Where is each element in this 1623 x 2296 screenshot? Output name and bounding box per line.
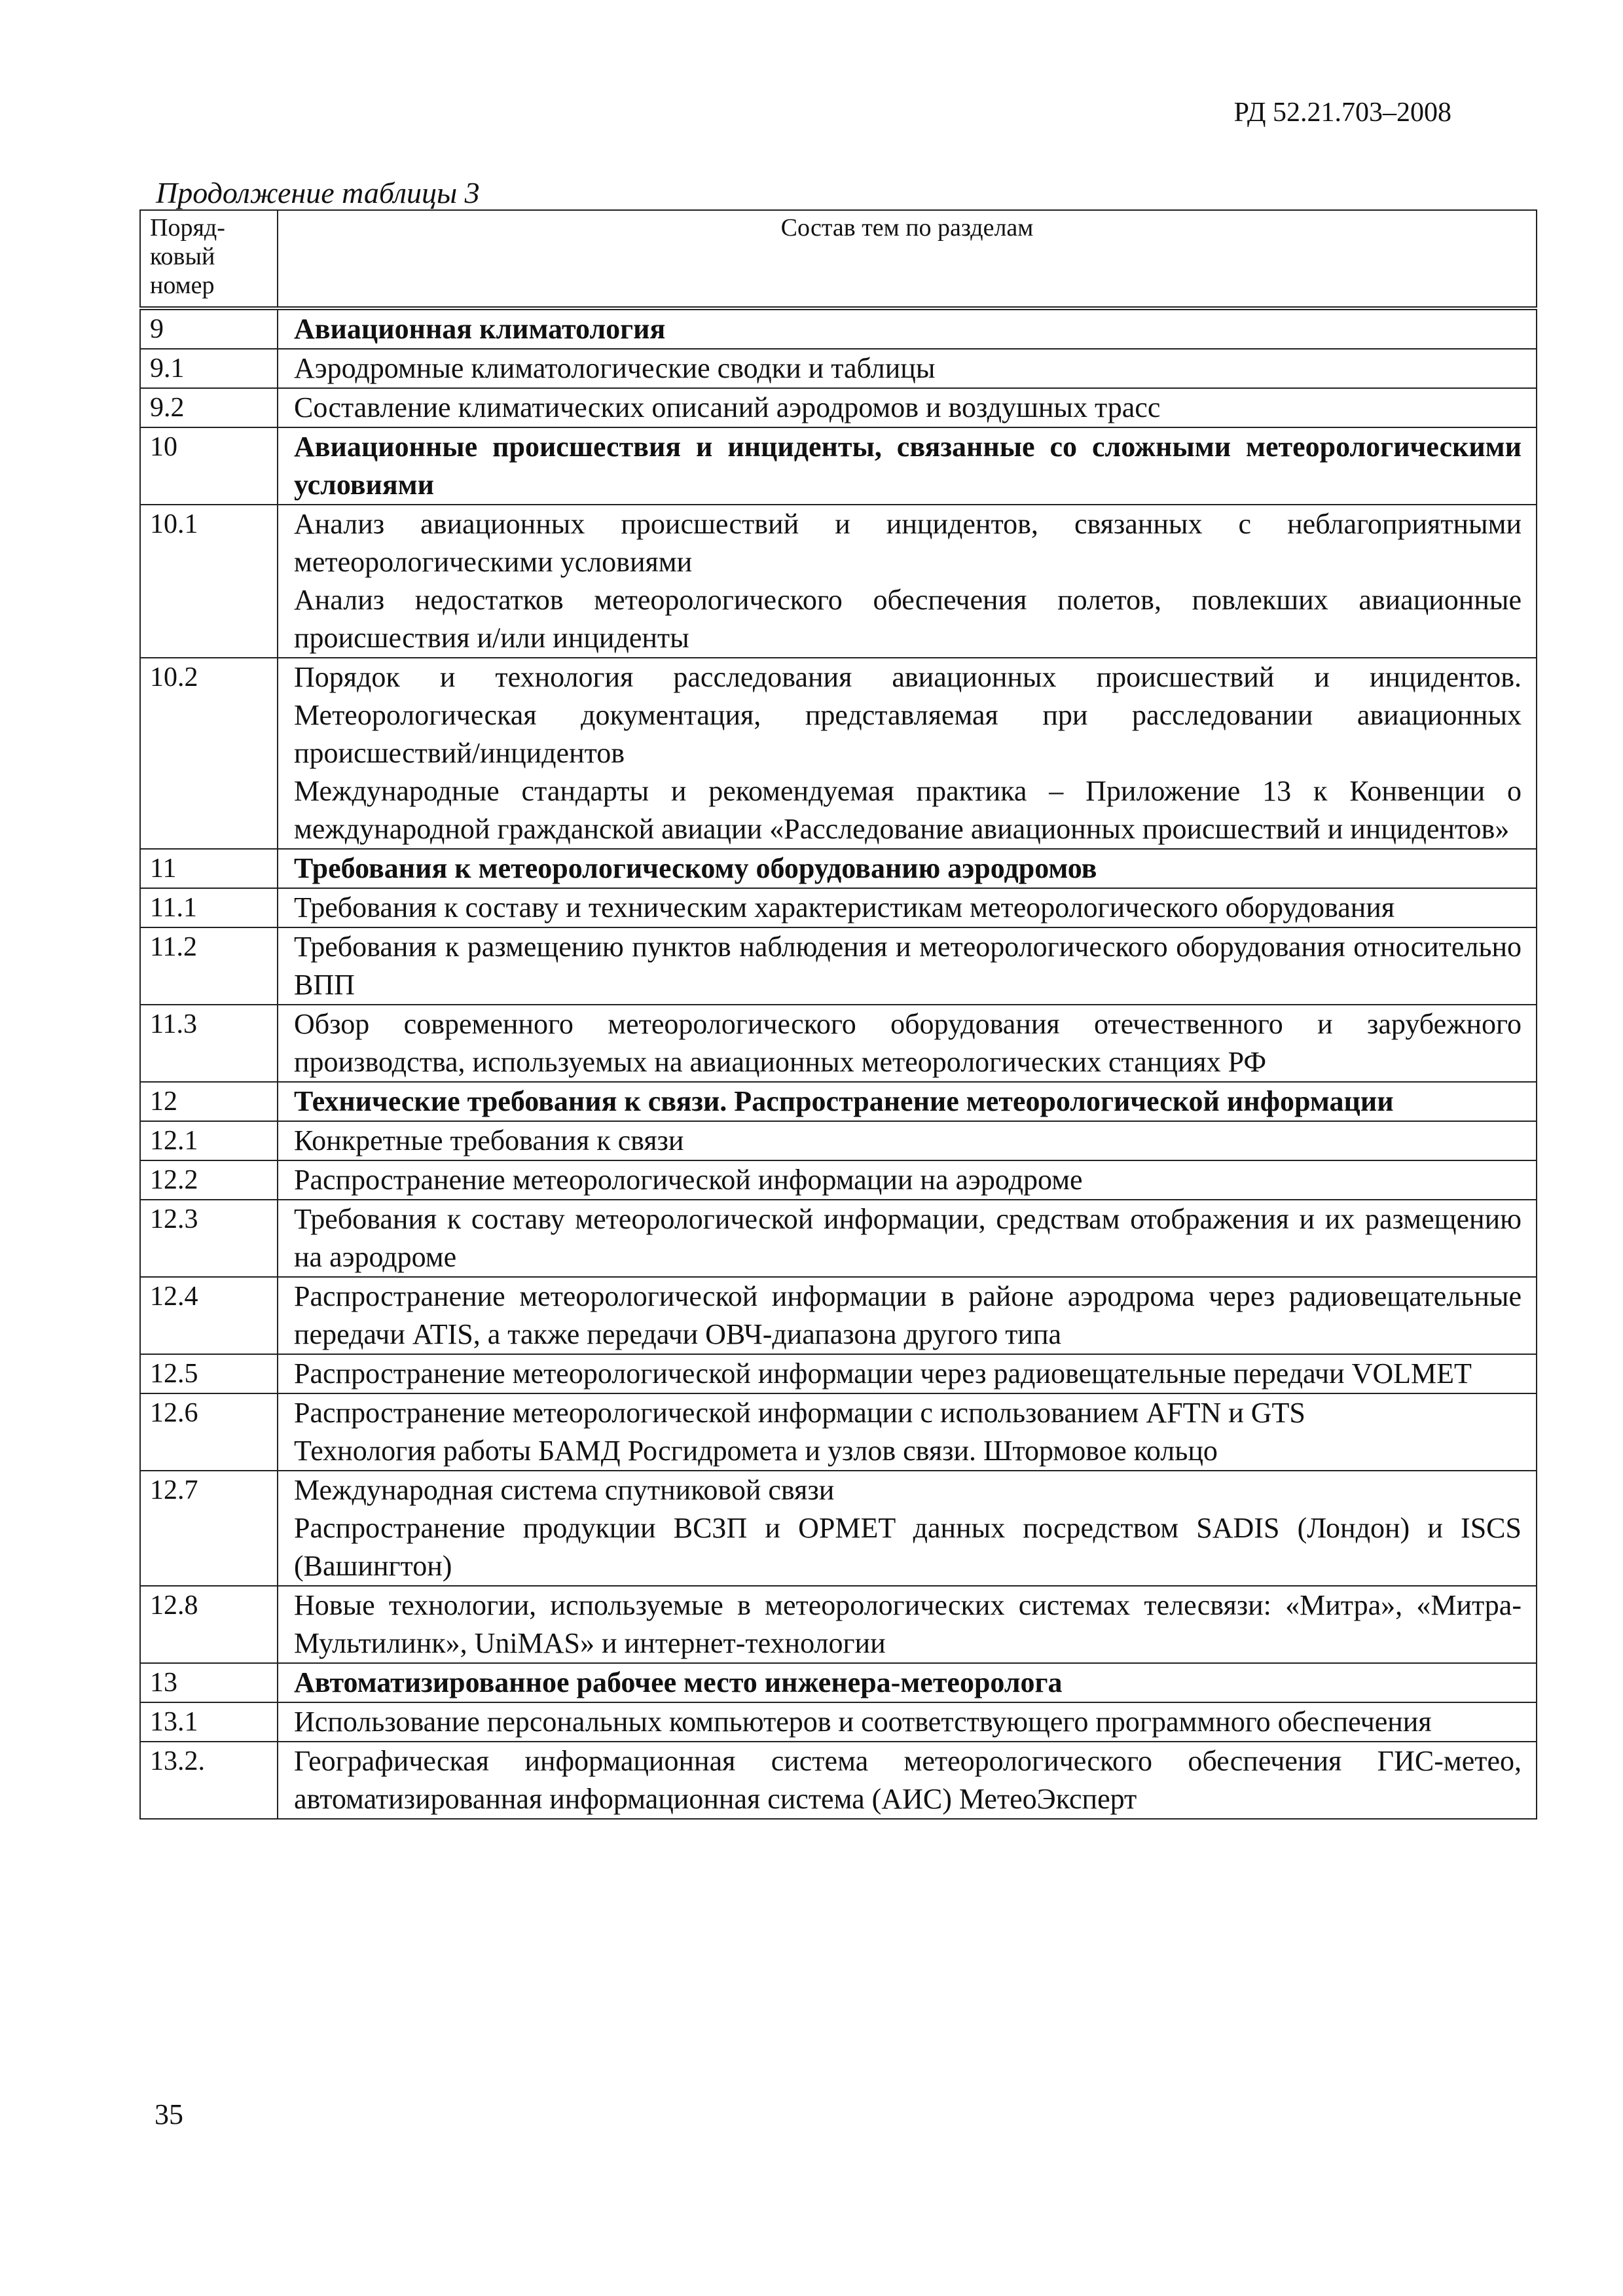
row-number: 12.6 xyxy=(140,1393,278,1471)
table-row xyxy=(140,888,1537,927)
table-row xyxy=(140,1005,1537,1082)
row-number: 11.3 xyxy=(140,1005,278,1082)
table-row xyxy=(140,388,1537,427)
topic-text: Географическая информационная система метеорологического обеспечения ГИС-метео, автоматизированная информационная система (АИС) МетеоЭксперт xyxy=(294,1745,1522,1815)
topic-text: Требования к размещению пунктов наблюдения и метеорологического оборудования относительно ВПП xyxy=(294,931,1522,1001)
topic-cell xyxy=(278,1121,1537,1160)
topic-cell xyxy=(278,1393,1537,1471)
topic-cell xyxy=(278,1586,1537,1663)
table-body xyxy=(140,308,1537,1819)
topic-text: Технические требования к связи. Распространение метеорологической информации xyxy=(294,1085,1394,1117)
table-row xyxy=(140,308,1537,349)
topic-text: Требования к составу и техническим характеристикам метеорологического оборудования xyxy=(294,891,1395,924)
section-title-cell xyxy=(278,308,1537,349)
topic-text: Требования к составу метеорологической информации, средствам отображения и их размещению на аэродроме xyxy=(294,1203,1522,1273)
topic-cell xyxy=(278,1160,1537,1200)
table-row xyxy=(140,849,1537,888)
row-number: 12.1 xyxy=(140,1121,278,1160)
table-row xyxy=(140,1160,1537,1200)
row-number: 12.5 xyxy=(140,1354,278,1393)
topic-text: Распространение продукции ВСЗП и OPMET данных посредством SADIS (Лондон) и ISCS (Вашингтон) xyxy=(294,1512,1522,1582)
table-row xyxy=(140,1200,1537,1277)
table-row xyxy=(140,1082,1537,1121)
row-number: 12.8 xyxy=(140,1586,278,1663)
row-number: 12 xyxy=(140,1082,278,1121)
topic-text: Технология работы БАМД Росгидромета и узлов связи. Штормовое кольцо xyxy=(294,1435,1218,1467)
table-caption: Продолжение таблицы 3 xyxy=(156,176,480,209)
table-row xyxy=(140,349,1537,388)
table-row xyxy=(140,1471,1537,1586)
row-number: 10.2 xyxy=(140,658,278,849)
table-row xyxy=(140,927,1537,1005)
row-number: 11.2 xyxy=(140,927,278,1005)
topic-text: Порядок и технология расследования авиационных происшествий и инцидентов. Метеорологическая документация, представляемая при расследовании авиационных происшествий/инцидентов xyxy=(294,661,1522,769)
topic-text: Новые технологии, используемые в метеорологических системах телесвязи: «Митра», «Митра-Мультилинк», UniMAS» и интернет-технологии xyxy=(294,1589,1522,1659)
topic-cell xyxy=(278,927,1537,1005)
topic-text: Аэродромные климатологические сводки и таблицы xyxy=(294,352,936,384)
topic-text: Обзор современного метеорологического оборудования отечественного и зарубежного производства, используемых на авиационных метеорологических станциях РФ xyxy=(294,1008,1522,1078)
table-row xyxy=(140,1277,1537,1354)
table-row xyxy=(140,1742,1537,1819)
topic-cell xyxy=(278,1471,1537,1586)
topic-cell xyxy=(278,1200,1537,1277)
table-row xyxy=(140,1702,1537,1742)
column-header-topics: Состав тем по разделам xyxy=(278,210,1537,308)
row-number: 10.1 xyxy=(140,505,278,658)
row-number: 13.2. xyxy=(140,1742,278,1819)
table-row xyxy=(140,658,1537,849)
row-number: 11.1 xyxy=(140,888,278,927)
topic-cell xyxy=(278,349,1537,388)
row-number: 9 xyxy=(140,308,278,349)
topic-text: Конкретные требования к связи xyxy=(294,1124,684,1157)
row-number: 9.1 xyxy=(140,349,278,388)
topics-table xyxy=(139,209,1537,1820)
topic-text: Международные стандарты и рекомендуемая практика – Приложение 13 к Конвенции о международной гражданской авиации «Расследование авиационных происшествий и инцидентов» xyxy=(294,775,1522,845)
section-title-cell xyxy=(278,849,1537,888)
topic-text: Авиационные происшествия и инциденты, связанные со сложными метеорологическими условиями xyxy=(294,431,1522,501)
topic-text: Распространение метеорологической информации на аэродроме xyxy=(294,1164,1083,1196)
topic-text: Распространение метеорологической информации с использованием AFTN и GTS xyxy=(294,1397,1305,1429)
topic-cell xyxy=(278,505,1537,658)
topic-cell xyxy=(278,1742,1537,1819)
topic-cell xyxy=(278,388,1537,427)
section-title-cell xyxy=(278,1663,1537,1702)
row-number: 12.4 xyxy=(140,1277,278,1354)
topic-text: Анализ недостатков метеорологического обеспечения полетов, повлекших авиационные происшествия и/или инциденты xyxy=(294,584,1522,654)
topic-cell xyxy=(278,1277,1537,1354)
row-number: 12.2 xyxy=(140,1160,278,1200)
topic-text: Составление климатических описаний аэродромов и воздушных трасс xyxy=(294,391,1161,423)
table-row xyxy=(140,1354,1537,1393)
topic-text: Требования к метеорологическому оборудованию аэродромов xyxy=(294,852,1097,884)
table-row xyxy=(140,427,1537,505)
row-number: 10 xyxy=(140,427,278,505)
page-number: 35 xyxy=(155,2098,183,2130)
topic-text: Анализ авиационных происшествий и инцидентов, связанных с неблагоприятными метеорологическими условиями xyxy=(294,508,1522,578)
topic-text: Использование персональных компьютеров и соответствующего программного обеспечения xyxy=(294,1706,1432,1738)
column-header-number: Поряд- ковый номер xyxy=(140,210,278,308)
topic-text: Автоматизированное рабочее место инженера-метеоролога xyxy=(294,1666,1063,1698)
document-code: РД 52.21.703–2008 xyxy=(1233,98,1451,128)
section-title-cell xyxy=(278,427,1537,505)
topic-text: Распространение метеорологической информации через радиовещательные передачи VOLMET xyxy=(294,1357,1472,1390)
row-number: 13.1 xyxy=(140,1702,278,1742)
topic-cell xyxy=(278,658,1537,849)
topic-cell xyxy=(278,888,1537,927)
topic-cell xyxy=(278,1005,1537,1082)
table-row xyxy=(140,1393,1537,1471)
topic-text: Международная система спутниковой связи xyxy=(294,1474,835,1506)
row-number: 9.2 xyxy=(140,388,278,427)
row-number: 12.3 xyxy=(140,1200,278,1277)
table-row xyxy=(140,1586,1537,1663)
row-number: 12.7 xyxy=(140,1471,278,1586)
table-row xyxy=(140,505,1537,658)
table-row xyxy=(140,1121,1537,1160)
row-number: 11 xyxy=(140,849,278,888)
topic-cell xyxy=(278,1702,1537,1742)
topic-cell xyxy=(278,1354,1537,1393)
topic-text: Распространение метеорологической информации в районе аэродрома через радиовещательные передачи ATIS, а также передачи ОВЧ-диапазона другого типа xyxy=(294,1280,1522,1350)
topic-text: Авиационная климатология xyxy=(294,313,666,345)
table-header-row xyxy=(140,210,1537,308)
row-number: 13 xyxy=(140,1663,278,1702)
section-title-cell xyxy=(278,1082,1537,1121)
table-row xyxy=(140,1663,1537,1702)
